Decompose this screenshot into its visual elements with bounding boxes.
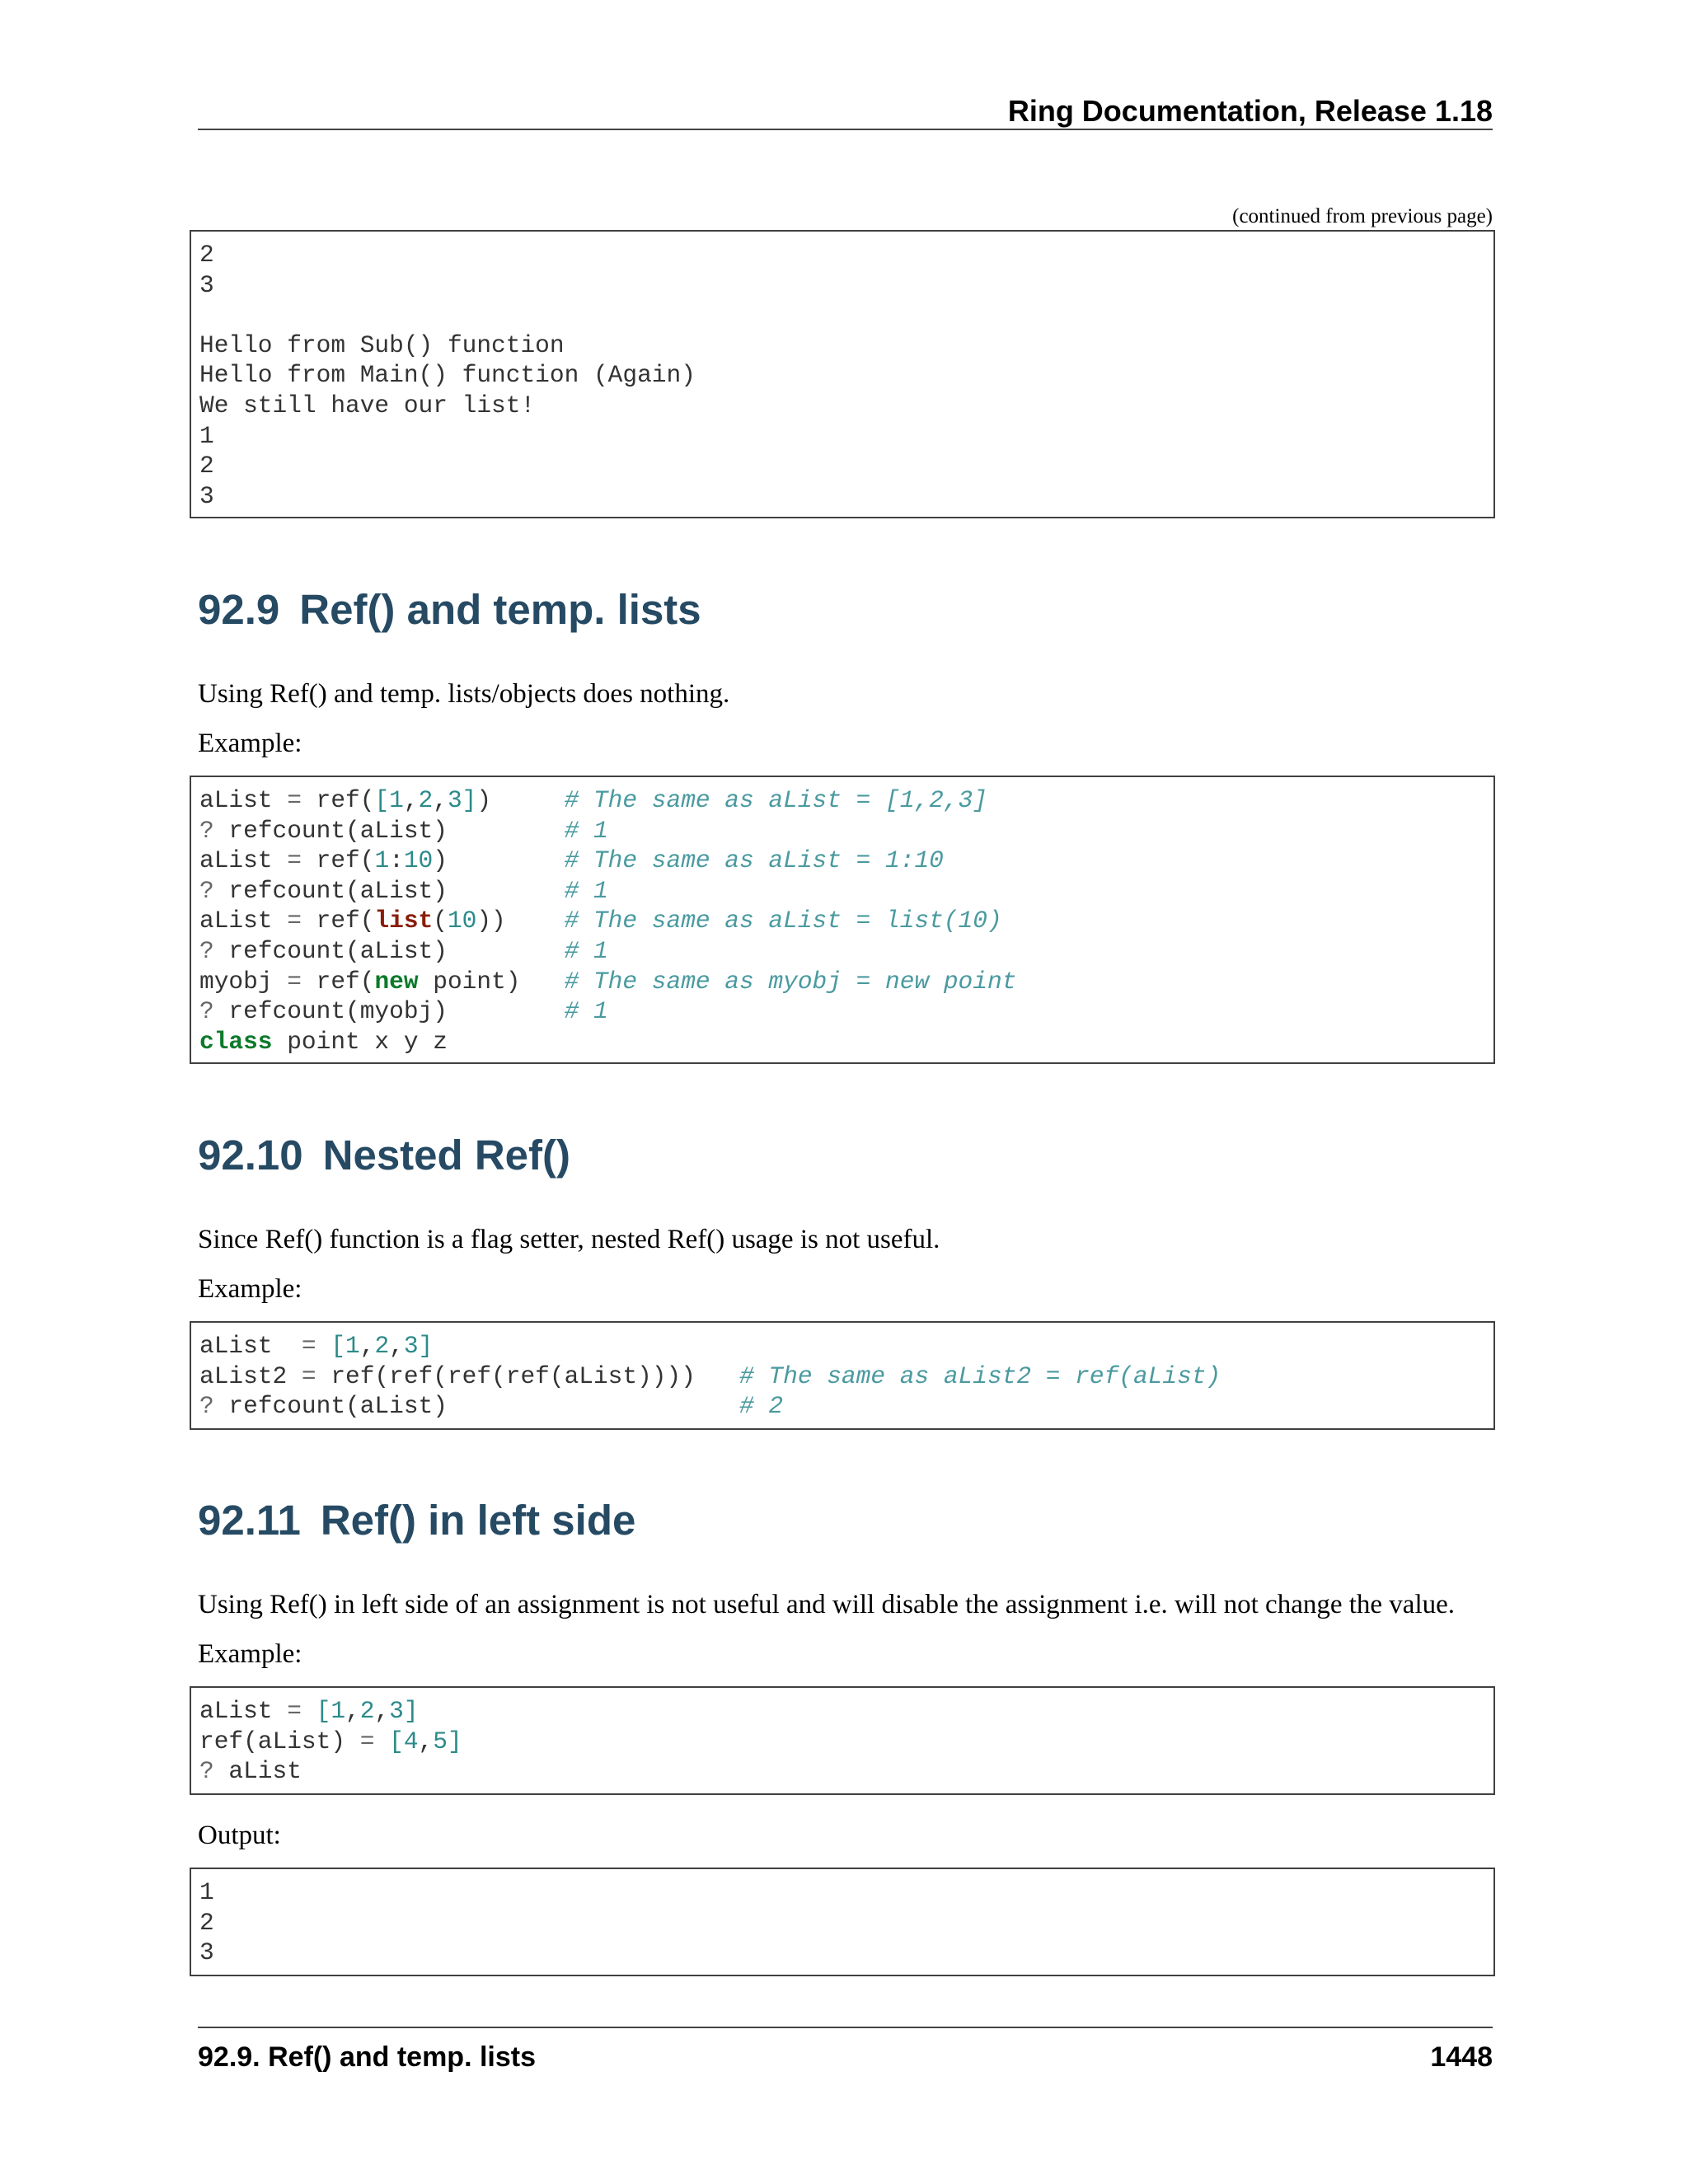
page-footer: [198, 2039, 1493, 2075]
section-title: Ref() and temp. lists: [299, 586, 701, 633]
section-number: 92.11: [198, 1497, 301, 1544]
paragraph: Using Ref() in left side of an assignment is not useful and will disable the assignment i.e. will not change the value.: [198, 1590, 1456, 1619]
code-line: ref(aList) = [4,5]: [199, 1727, 462, 1755]
code-comment: # 1: [564, 816, 608, 845]
output-line: Hello from Sub() function: [199, 330, 565, 359]
code-comment: # 1: [564, 936, 608, 965]
output-line: [199, 300, 1485, 330]
code-line: ? refcount(aList) # 1: [199, 876, 608, 905]
code-line: ? refcount(aList) # 1: [199, 816, 608, 845]
section-title: Nested Ref(): [322, 1132, 570, 1179]
code-line: aList = [1,2,3]: [199, 1332, 434, 1360]
code-block-nested-ref: [190, 1321, 1495, 1430]
section-heading-92-9: [198, 585, 701, 635]
code-block-ref-temp-lists: [190, 776, 1495, 1064]
code-line: myobj = ref(new point) # The same as myobj = new point: [199, 967, 1017, 996]
section-number: 92.10: [198, 1132, 303, 1179]
output-line: 2: [199, 241, 214, 269]
output-line: 2: [199, 452, 214, 480]
code-line: aList = [1,2,3]: [199, 1697, 419, 1725]
code-line: aList2 = ref(ref(ref(ref(aList)))) # The same as aList2 = ref(aList): [199, 1361, 1221, 1390]
output-line: 3: [199, 481, 214, 510]
example-label: Example:: [198, 729, 302, 758]
output-line: 3: [199, 1938, 214, 1967]
output-block: [190, 1868, 1495, 1976]
continued-note: (continued from previous page): [1232, 205, 1493, 227]
code-line: aList = ref(list(10)) # The same as aList = list(10): [199, 907, 1002, 935]
footer-section: 92.9. Ref() and temp. lists: [198, 2041, 536, 2073]
section-heading-92-10: [198, 1131, 570, 1180]
code-line: class point x y z: [199, 1027, 448, 1056]
code-line: aList = ref(1:10) # The same as aList = 1:10: [199, 846, 944, 875]
page-number: 1448: [1430, 2041, 1493, 2073]
output-label: Output:: [198, 1821, 281, 1850]
paragraph: Since Ref() function is a flag setter, nested Ref() usage is not useful.: [198, 1225, 940, 1254]
code-comment: # The same as aList = list(10): [564, 907, 1002, 935]
header-rule: [198, 129, 1493, 130]
running-header-title: Ring Documentation, Release 1.18: [1007, 94, 1493, 128]
code-comment: # 2: [739, 1392, 784, 1421]
example-label: Example:: [198, 1639, 302, 1669]
code-line: aList = ref([1,2,3]) # The same as aList = [1,2,3]: [199, 786, 987, 814]
code-comment: # 1: [564, 876, 608, 905]
code-block-ref-left-side: [190, 1686, 1495, 1795]
section-title: Ref() in left side: [320, 1497, 636, 1544]
code-comment: # The same as aList = [1,2,3]: [564, 786, 987, 814]
footer-rule: [198, 2027, 1493, 2028]
output-line: We still have our list!: [199, 391, 536, 419]
output-line: 1: [199, 1878, 214, 1906]
code-comment: # The same as myobj = new point: [564, 967, 1017, 996]
output-block-continued: [190, 230, 1495, 518]
example-label: Example:: [198, 1274, 302, 1304]
output-line: 3: [199, 270, 214, 299]
output-line: Hello from Main() function (Again): [199, 361, 696, 390]
code-line: ? refcount(aList) # 1: [199, 936, 608, 965]
output-line: 2: [199, 1908, 214, 1937]
code-comment: # The same as aList2 = ref(aList): [739, 1361, 1221, 1390]
paragraph: Using Ref() and temp. lists/objects does nothing.: [198, 679, 730, 709]
section-number: 92.9: [198, 586, 280, 633]
output-line: 1: [199, 421, 214, 450]
section-heading-92-11: [198, 1496, 635, 1545]
code-line: ? refcount(aList) # 2: [199, 1392, 784, 1421]
code-line: ? aList: [199, 1757, 302, 1786]
code-line: ? refcount(myobj) # 1: [199, 997, 608, 1026]
code-comment: # The same as aList = 1:10: [564, 846, 944, 875]
code-comment: # 1: [564, 997, 608, 1026]
